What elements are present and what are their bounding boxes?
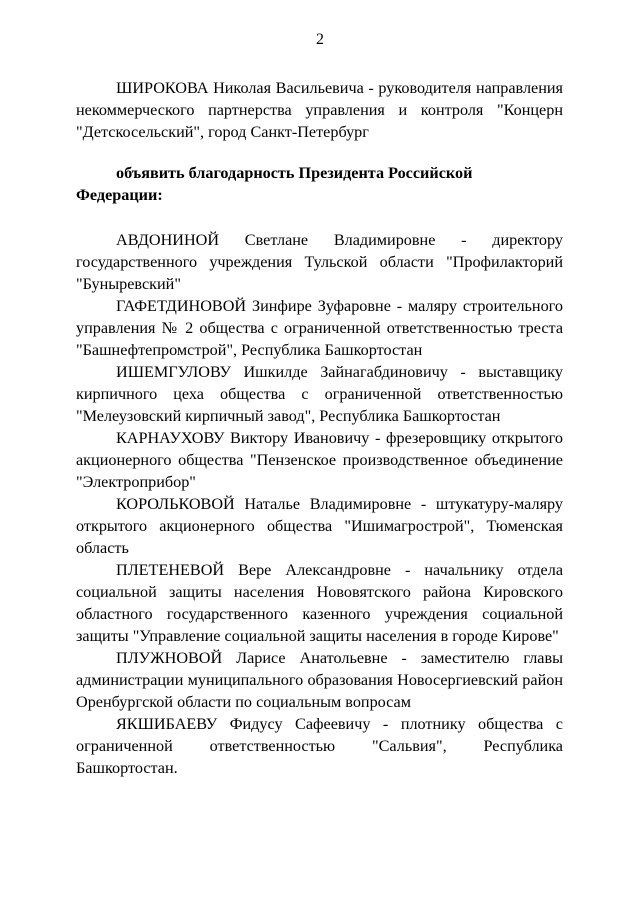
awardee-paragraph: КОРОЛЬКОВОЙ Наталье Владимировне - штукатуру-маляру открытого акционерного общества "Ишимагрострой", Тюменская область: [76, 495, 563, 557]
page-number: 2: [316, 31, 324, 48]
awardee-paragraph: ПЛЕТЕНЕВОЙ Вере Александровне - начальнику отдела социальной защиты населения Нововятского района Кировского областного государственного казенного учреждения социальной защиты "Управление социальной защиты населения в городе Кирове": [76, 561, 563, 645]
awardee-paragraph: ГАФЕТДИНОВОЙ Зинфире Зуфаровне - маляру строительного управления № 2 общества с ограниченной ответственностью треста "Башнефтепромстрой", Республика Башкортостан: [76, 297, 563, 359]
document-body: [76, 77, 563, 779]
intro-paragraph: ШИРОКОВА Николая Васильевича - руководителя направления некоммерческого партнерства управления и контроля "Концерн "Детскосельский", город Санкт-Петербург: [76, 79, 563, 141]
awardee-paragraph: ПЛУЖНОВОЙ Ларисе Анатольевне - заместителю главы администрации муниципального образования Новосергиевский район Оренбургской области по социальным вопросам: [76, 649, 563, 711]
decree-line: объявить благодарность Президента Российской Федерации:: [76, 164, 473, 204]
awardee-paragraph: КАРНАУХОВУ Виктору Ивановичу - фрезеровщику открытого акционерного общества "Пензенское производственное объединение "Электроприбор": [76, 429, 563, 491]
awardee-paragraph: ИШЕМГУЛОВУ Ишкилде Зайнагабдиновичу - выставщику кирпичного цеха общества с ограниченной ответственностью "Мелеузовский кирпичный завод", Республика Башкортостан: [76, 363, 563, 425]
awardee-paragraph: ЯКШИБАЕВУ Фидусу Сафеевичу - плотнику общества с ограниченной ответственностью "Сальвия", Республика Башкортостан.: [76, 715, 563, 777]
awardee-paragraph: АВДОНИНОЙ Светлане Владимировне - директору государственного учреждения Тульской области "Профилакторий "Буныревский": [76, 231, 563, 293]
